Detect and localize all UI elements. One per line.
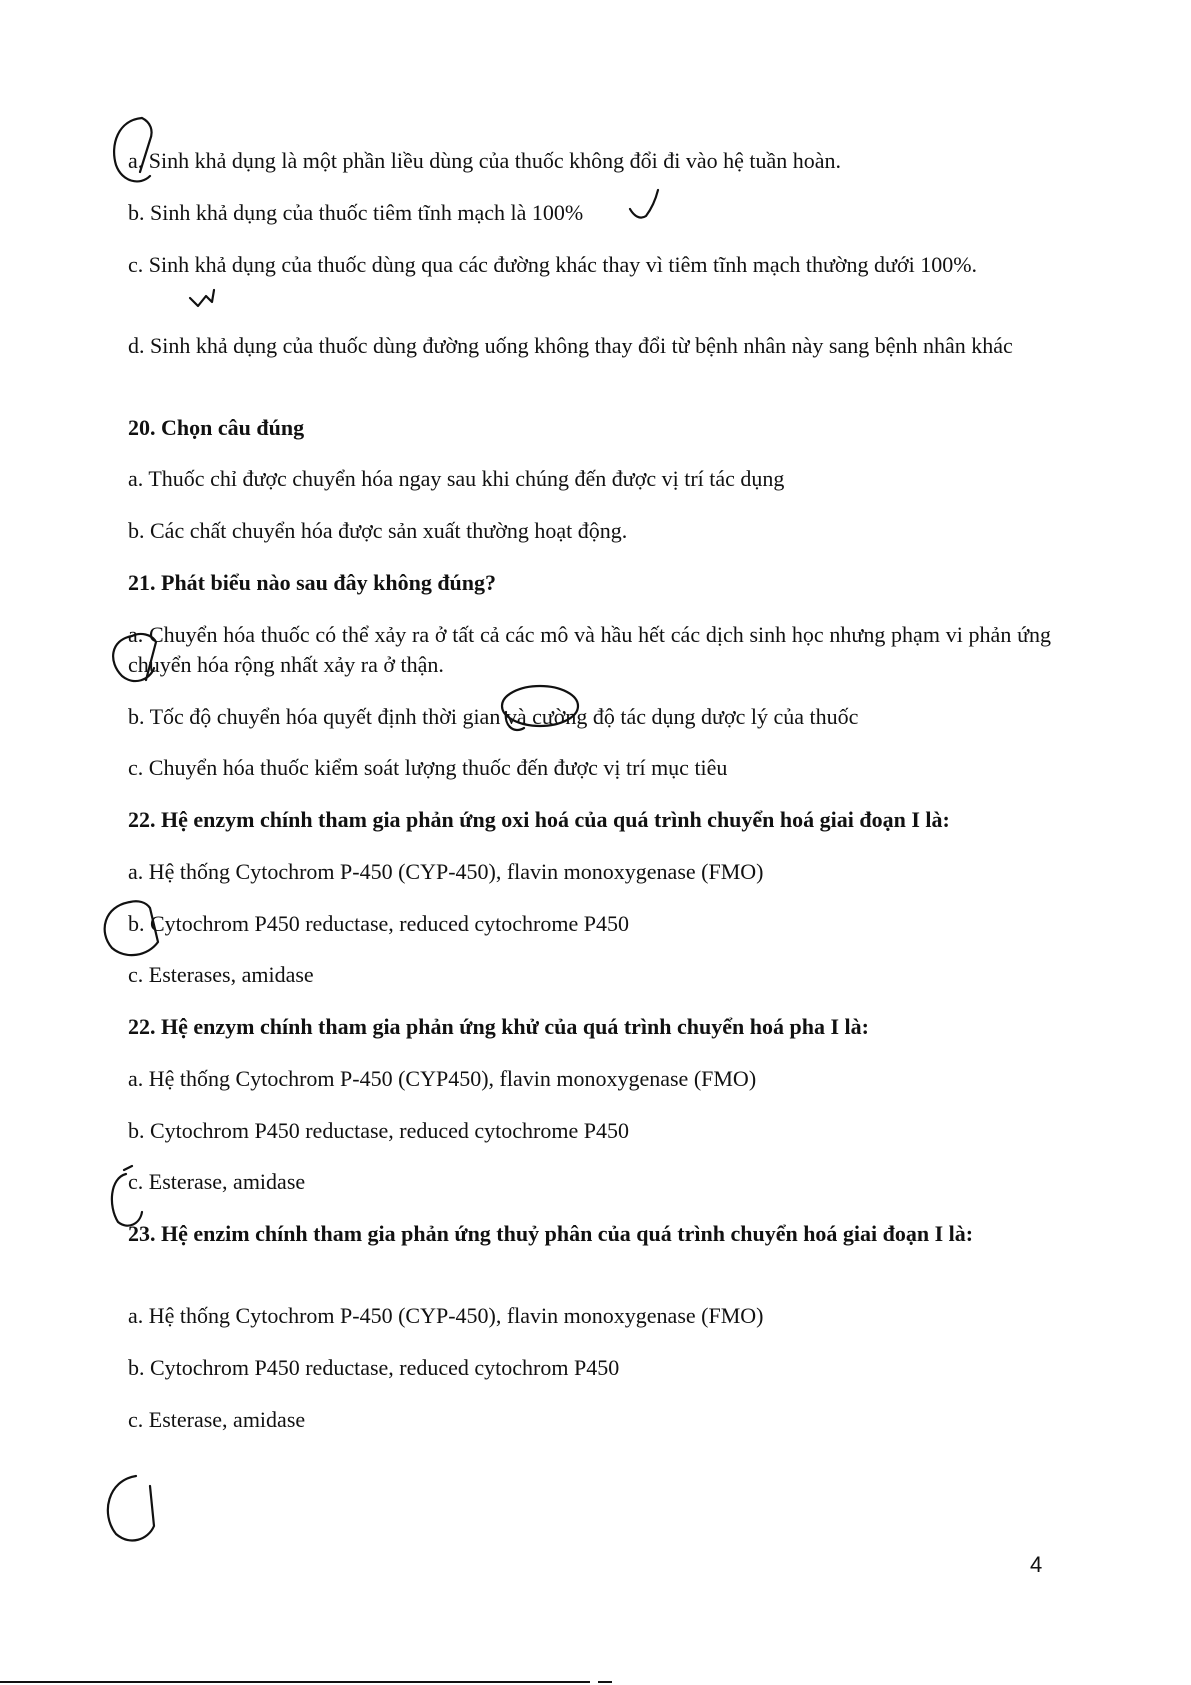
q19-option-b: b. Sinh khả dụng của thuốc tiêm tĩnh mạch là 100% (128, 200, 584, 225)
q23-option-a: a. Hệ thống Cytochrom P-450 (CYP-450), flavin monoxygenase (FMO) (128, 1303, 764, 1328)
q21-title: 21. Phát biểu nào sau đây không đúng? (128, 570, 497, 595)
bottom-rule (0, 1681, 590, 1683)
q19c-check-mark (190, 290, 214, 306)
q22b-title: 22. Hệ enzym chính tham gia phản ứng khử của quá trình chuyển hoá pha I là: (128, 1014, 869, 1039)
q19-option-c: c. Sinh khả dụng của thuốc dùng qua các đường khác thay vì tiêm tĩnh mạch thường dưới 100%. (128, 252, 978, 277)
q22a-option-c: c. Esterases, amidase (128, 962, 314, 987)
q22a-title: 22. Hệ enzym chính tham gia phản ứng oxi hoá của quá trình chuyển hoá giai đoạn I là: (128, 807, 950, 832)
q23-title: 23. Hệ enzim chính tham gia phản ứng thuỷ phân của quá trình chuyển hoá giai đoạn I là: (128, 1221, 974, 1246)
q22b-option-c: c. Esterase, amidase (128, 1169, 306, 1194)
q21-option-b: b. Tốc độ chuyển hóa quyết định thời gian và cường độ tác dụng dược lý của thuốc (128, 704, 859, 729)
q20-title: 20. Chọn câu đúng (128, 415, 305, 440)
q22a-option-b: b. Cytochrom P450 reductase, reduced cytochrome P450 (128, 911, 629, 936)
q19-option-d: d. Sinh khả dụng của thuốc dùng đường uống không thay đổi từ bệnh nhân này sang bệnh nhân khác (128, 333, 1013, 358)
q23-option-c: c. Esterase, amidase (128, 1407, 306, 1432)
q22b-option-a: a. Hệ thống Cytochrom P-450 (CYP450), flavin monoxygenase (FMO) (128, 1066, 757, 1091)
q19-option-a: a. Sinh khả dụng là một phần liều dùng của thuốc không đổi đi vào hệ tuần hoàn. (128, 148, 842, 173)
q21-option-c: c. Chuyển hóa thuốc kiểm soát lượng thuốc đến được vị trí mục tiêu (128, 755, 728, 780)
q20-option-b: b. Các chất chuyển hóa được sản xuất thường hoạt động. (128, 518, 628, 543)
q22b-option-b: b. Cytochrom P450 reductase, reduced cytochrome P450 (128, 1118, 629, 1143)
page-number: 4 (1030, 1552, 1043, 1577)
q23c-circle-mark (108, 1476, 154, 1540)
q21-option-a: a. Chuyển hóa thuốc có thể xảy ra ở tất cả các mô và hầu hết các dịch sinh học nhưng phạm vi phản ứng chuyển hóa rộng nhất xảy ra ở thận. (128, 622, 1051, 677)
q23-option-b: b. Cytochrom P450 reductase, reduced cytochrom P450 (128, 1355, 620, 1380)
q22a-option-a: a. Hệ thống Cytochrom P-450 (CYP-450), flavin monoxygenase (FMO) (128, 859, 764, 884)
bottom-rule-mark (598, 1681, 612, 1683)
q20-option-a: a. Thuốc chỉ được chuyển hóa ngay sau khi chúng đến được vị trí tác dụng (128, 466, 785, 491)
